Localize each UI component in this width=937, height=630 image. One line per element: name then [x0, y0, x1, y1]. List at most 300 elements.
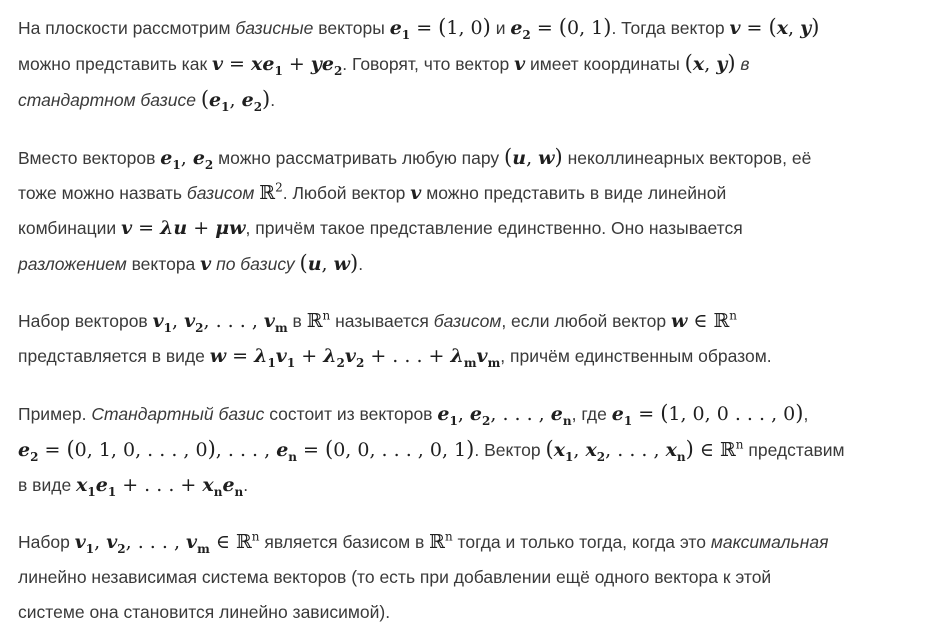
math-symbol-text: x [776, 17, 789, 39]
text-run [259, 532, 429, 552]
math-symbol [160, 217, 187, 239]
math-symbol-text: e [510, 17, 523, 39]
math-paren-text: ( [545, 437, 554, 461]
text-line [18, 246, 923, 282]
math-symbol-text: v [729, 17, 741, 39]
math-subscript: n [676, 449, 686, 464]
math-operator-text: 1, 0, 0 . . . , 0 [668, 403, 796, 425]
math-paren-text: ) [466, 437, 475, 461]
text-run-text: . Тогда вектор [611, 18, 730, 38]
text-run [18, 54, 212, 74]
math-symbol-text: v [106, 531, 118, 553]
paragraph-3 [18, 304, 923, 374]
text-run [18, 18, 235, 38]
math-symbol [671, 310, 687, 332]
math-symbol [186, 531, 210, 556]
text-line [18, 46, 923, 82]
math-symbol [275, 345, 296, 370]
math-paren [325, 437, 333, 461]
math-symbol [215, 217, 245, 239]
math-symbol-text: λu [160, 217, 188, 239]
math-symbol-text: e [550, 403, 563, 425]
math-subscript: m [197, 541, 210, 556]
italic-text [187, 183, 255, 203]
math-operator-text: + . . . + [116, 474, 203, 496]
math-real-space-text: ℝ [429, 531, 445, 553]
text-line [18, 432, 923, 468]
math-subscript: n [234, 484, 244, 499]
math-symbol [665, 439, 686, 464]
text-line [18, 211, 923, 246]
text-run-text: . [243, 475, 249, 495]
math-subscript: m [463, 355, 477, 370]
italic-text [18, 90, 201, 110]
text-run-text: , причём единственным образом. [500, 346, 772, 366]
text-run [18, 404, 91, 424]
math-subscript: 1 [163, 320, 172, 335]
math-subscript: 2 [355, 355, 365, 370]
math-subscript: 2 [596, 449, 606, 464]
math-operator [364, 345, 450, 367]
italic-text [91, 404, 264, 424]
math-operator [94, 531, 106, 553]
math-symbol [550, 403, 572, 428]
math-paren-text: ( [504, 145, 513, 169]
math-symbol [389, 17, 411, 42]
math-operator [38, 439, 66, 461]
math-real-space [720, 439, 744, 461]
math-operator-text: 0, 1 [566, 17, 604, 39]
text-run [744, 440, 845, 460]
text-run-text: тоже можно назвать [18, 183, 187, 203]
text-run [127, 254, 200, 274]
math-symbol [106, 531, 126, 556]
text-run-text: вектора [126, 254, 201, 274]
text-run [18, 346, 210, 366]
math-paren-text: ) [207, 437, 216, 461]
text-run-text: можно представить в виде линейной [421, 183, 727, 203]
math-symbol [222, 474, 244, 499]
math-paren-text: ) [482, 15, 491, 39]
math-symbol [514, 53, 525, 75]
text-run [342, 54, 514, 74]
math-subscript: 1 [565, 449, 574, 464]
text-run [803, 404, 808, 424]
math-operator-text: = [410, 17, 439, 39]
math-symbol-text: x [76, 474, 88, 496]
math-paren [811, 15, 819, 39]
italic-text [736, 54, 750, 74]
italic-text [211, 254, 299, 274]
math-operator-text: , [321, 253, 334, 275]
math-subscript: 1 [286, 355, 296, 370]
math-symbol [716, 53, 727, 75]
math-operator-text: , . . . , [203, 310, 264, 332]
math-superscript: 2 [275, 180, 283, 195]
math-symbol-text: v [275, 345, 287, 367]
math-symbol [476, 345, 501, 370]
text-run-text: Вместо векторов [18, 148, 161, 168]
text-run-text: неколлинеарных векторов, её [562, 148, 812, 168]
math-operator-text: , [573, 439, 586, 461]
math-symbol-text: e [437, 403, 450, 425]
paragraph-4 [18, 396, 923, 503]
math-operator [567, 17, 603, 39]
math-operator-text: , [457, 403, 470, 425]
math-operator-text: = [226, 345, 255, 367]
math-operator-text: + [187, 217, 216, 239]
text-run-text: можно рассматривать любую пару [213, 148, 505, 168]
math-operator [132, 217, 160, 239]
math-operator [573, 439, 585, 461]
math-subscript: 1 [267, 355, 276, 370]
italic-text [235, 18, 313, 38]
math-symbol-text: v [121, 217, 133, 239]
math-operator-text: ∈ [693, 439, 720, 461]
paragraph-5 [18, 525, 923, 630]
math-operator-text: 0, 0, . . . , 0, 1 [333, 439, 467, 461]
math-real-space-text: ℝ [306, 310, 323, 332]
math-symbol [200, 253, 211, 275]
math-operator [223, 53, 251, 75]
text-run [491, 18, 511, 38]
math-real-space [713, 310, 737, 332]
text-run [270, 90, 275, 110]
math-paren-text: ) [554, 145, 563, 169]
math-operator [322, 253, 334, 275]
math-operator-text: = [632, 403, 661, 425]
text-run-text: в виде [18, 475, 77, 495]
text-run-text: представляется в виде [18, 346, 210, 366]
math-symbol-text: e [241, 89, 254, 111]
math-symbol-text: v [410, 182, 422, 204]
text-line [18, 396, 923, 432]
text-line [18, 339, 923, 374]
math-operator-text: + [295, 345, 324, 367]
math-operator-text: , [229, 89, 242, 111]
math-operator [226, 345, 254, 367]
math-operator-text: 1, 0 [446, 17, 483, 39]
math-operator [526, 147, 538, 169]
math-real-space-text: ℝ [235, 531, 252, 553]
math-symbol-text: v [184, 310, 196, 332]
math-operator [741, 17, 769, 39]
math-subscript: m [274, 320, 288, 335]
text-run-text: . Говорят, что вектор [342, 54, 515, 74]
text-line [18, 595, 923, 630]
math-symbol [202, 474, 223, 499]
text-run-text: Пример. [18, 404, 92, 424]
math-superscript: n [322, 308, 331, 323]
math-symbol [241, 89, 263, 114]
text-run [525, 54, 685, 74]
text-line [18, 525, 923, 560]
text-run [611, 18, 729, 38]
math-subscript: n [562, 413, 572, 428]
text-run-text: системе она становится линейно зависимой). [18, 602, 391, 622]
math-operator-text: , [94, 531, 107, 553]
math-operator [410, 17, 438, 39]
math-symbol [800, 17, 811, 39]
math-symbol [95, 474, 117, 499]
text-line [18, 140, 923, 176]
math-paren [66, 437, 74, 461]
text-run [283, 183, 411, 203]
math-symbol [611, 403, 633, 428]
math-symbol [276, 439, 298, 464]
math-paren [208, 437, 216, 461]
math-paren-text: ( [684, 51, 693, 75]
math-symbol [263, 310, 288, 335]
math-symbol-text: w [538, 147, 555, 169]
text-run [18, 311, 153, 331]
math-symbol-text: x [202, 474, 214, 496]
math-symbol [18, 439, 39, 464]
math-operator [283, 53, 311, 75]
math-symbol-text: u [307, 253, 322, 275]
math-symbol [469, 403, 491, 428]
math-operator [172, 310, 184, 332]
math-operator-text: , [788, 17, 801, 39]
paragraph-1 [18, 10, 923, 118]
math-paren [201, 87, 209, 111]
text-run-text: , причём такое представление единственно. Оно называется [245, 218, 743, 238]
text-line [18, 82, 923, 118]
text-run-text: можно представить как [18, 54, 212, 74]
text-run-text: . Любой вектор [282, 183, 411, 203]
math-paren [555, 145, 563, 169]
math-subscript: 1 [87, 484, 96, 499]
math-symbol-text: x [665, 439, 677, 461]
math-subscript: 2 [117, 541, 126, 556]
math-symbol-text: v [344, 345, 356, 367]
paragraph-2 [18, 140, 923, 282]
math-symbol [210, 345, 226, 367]
math-symbol-text: e [95, 474, 108, 496]
math-subscript: 1 [107, 484, 117, 499]
math-operator [632, 403, 660, 425]
text-run-text: состоит из векторов [264, 404, 438, 424]
math-symbol [553, 439, 574, 464]
math-subscript: 2 [336, 355, 345, 370]
math-symbol [209, 89, 230, 114]
text-run [358, 254, 363, 274]
math-operator [216, 439, 276, 461]
math-symbol-text: μw [215, 217, 246, 239]
math-subscript: n [213, 484, 223, 499]
math-operator [230, 89, 242, 111]
math-subscript: 2 [333, 63, 343, 78]
text-run-text: Набор векторов [18, 311, 153, 331]
text-run [18, 475, 76, 495]
math-paren-text: ( [558, 15, 567, 39]
math-symbol-text: v [514, 53, 526, 75]
math-subscript: n [288, 449, 298, 464]
text-run-text: На плоскости рассмотрим [18, 18, 236, 38]
text-line [18, 560, 923, 595]
math-operator [446, 17, 482, 39]
math-symbol [76, 474, 96, 499]
math-operator [605, 439, 665, 461]
text-run [18, 602, 390, 622]
math-operator [788, 17, 800, 39]
math-symbol-text: ye [310, 53, 334, 75]
math-subscript: m [487, 355, 501, 370]
math-symbol-text: x [553, 439, 566, 461]
math-paren [545, 437, 553, 461]
math-subscript: 2 [30, 449, 39, 464]
text-line [18, 304, 923, 339]
math-operator [668, 403, 795, 425]
text-run [264, 404, 437, 424]
text-run-text: комбинации [18, 218, 122, 238]
math-subscript: 2 [204, 157, 214, 172]
math-operator-text: ∈ [687, 310, 714, 332]
text-run-text: имеет координаты [525, 54, 685, 74]
math-operator-text: , [526, 147, 539, 169]
text-run [313, 18, 389, 38]
math-operator-text: = [297, 439, 326, 461]
math-operator [126, 531, 186, 553]
math-symbol [192, 147, 214, 172]
math-operator [75, 439, 208, 461]
math-paren-text: ( [299, 251, 308, 275]
math-symbol-text: λ [254, 345, 268, 367]
text-run [330, 311, 434, 331]
italic-text-text: базисом [433, 311, 502, 331]
math-symbol-text: x [692, 53, 705, 75]
math-symbol [538, 147, 554, 169]
math-operator-text: , [180, 147, 193, 169]
math-symbol-text: e [209, 89, 222, 111]
text-run-text: линейно независимая система векторов (то есть при добавлении ещё одного вектора к этой [18, 567, 772, 587]
math-symbol-text: v [211, 53, 224, 75]
math-real-space [429, 531, 453, 553]
math-symbol [184, 310, 204, 335]
math-symbol [510, 17, 531, 42]
math-operator-text: , [172, 310, 185, 332]
text-run-text: представим [743, 440, 845, 460]
text-run [18, 218, 121, 238]
math-subscript: 1 [449, 413, 458, 428]
math-paren-text: ) [262, 87, 271, 111]
math-operator [704, 53, 716, 75]
math-symbol [74, 531, 95, 556]
italic-text-text: стандартном базисе [18, 90, 201, 110]
math-subscript: 1 [401, 27, 411, 42]
italic-text-text: Стандартный базис [91, 404, 265, 424]
text-run [501, 311, 671, 331]
math-subscript: 1 [623, 413, 633, 428]
math-superscript: n [251, 529, 260, 544]
math-paren [686, 437, 694, 461]
math-operator [204, 310, 264, 332]
math-symbol [512, 147, 526, 169]
math-symbol [729, 17, 740, 39]
math-paren-text: ( [660, 401, 669, 425]
math-paren-text: ( [325, 437, 334, 461]
math-superscript: n [444, 529, 453, 544]
math-operator [187, 217, 215, 239]
math-operator [297, 439, 325, 461]
math-real-space-text: ℝ [713, 310, 730, 332]
math-symbol-text: e [389, 17, 402, 39]
math-paren [350, 251, 358, 275]
math-subscript: 2 [253, 99, 263, 114]
math-paren [300, 251, 308, 275]
text-line [18, 468, 923, 503]
math-symbol [308, 253, 322, 275]
math-symbol-text: e [192, 147, 205, 169]
math-paren-text: ) [727, 51, 736, 75]
italic-text [18, 254, 127, 274]
text-run-text: , если любой вектор [501, 311, 671, 331]
math-operator [490, 403, 550, 425]
math-real-space-text: ℝ [719, 439, 736, 461]
math-subscript: 2 [522, 27, 531, 42]
text-run-text: Набор [18, 532, 75, 552]
math-paren-text: ( [768, 15, 777, 39]
math-paren-text: ) [685, 437, 694, 461]
math-symbol-text: e [276, 439, 289, 461]
math-symbol-text: v [476, 345, 488, 367]
math-symbol-text: e [222, 474, 235, 496]
text-run-text: в [287, 311, 307, 331]
text-line [18, 10, 923, 46]
italic-text [711, 532, 829, 552]
text-run [18, 567, 771, 587]
text-run [18, 532, 75, 552]
math-symbol-text: w [670, 310, 688, 332]
math-subscript: 1 [172, 157, 181, 172]
math-operator [181, 147, 193, 169]
math-operator-text: ∈ [209, 531, 236, 553]
math-real-space-text: ℝ [259, 182, 276, 204]
math-paren [685, 51, 693, 75]
math-symbol-text: y [800, 17, 812, 39]
math-operator [687, 310, 713, 332]
math-symbol-text: e [18, 439, 31, 461]
math-symbol-text: λ [450, 345, 464, 367]
math-symbol-text: e [160, 147, 173, 169]
math-symbol-text: v [186, 531, 198, 553]
math-symbol [344, 345, 365, 370]
math-operator [116, 474, 202, 496]
math-symbol [777, 17, 788, 39]
math-subscript: 1 [221, 99, 230, 114]
math-symbol [121, 217, 132, 239]
math-symbol [152, 310, 172, 335]
text-run [474, 440, 545, 460]
math-real-space [236, 531, 260, 553]
math-paren [769, 15, 777, 39]
math-operator-text: = [132, 217, 161, 239]
text-run-text: является базисом в [259, 532, 430, 552]
italic-text-text: базисные [235, 18, 314, 38]
math-operator-text: , . . . , [490, 403, 551, 425]
text-run [421, 183, 726, 203]
math-operator-text: , . . . , [215, 439, 277, 461]
text-run-text: векторы [313, 18, 390, 38]
math-symbol [410, 182, 421, 204]
math-symbol [310, 53, 343, 78]
math-paren [727, 51, 735, 75]
math-symbol-text: x [585, 439, 597, 461]
text-run-text: . [270, 90, 276, 110]
math-symbol [323, 345, 345, 370]
math-operator-text: , [704, 53, 717, 75]
document-content [18, 10, 923, 630]
